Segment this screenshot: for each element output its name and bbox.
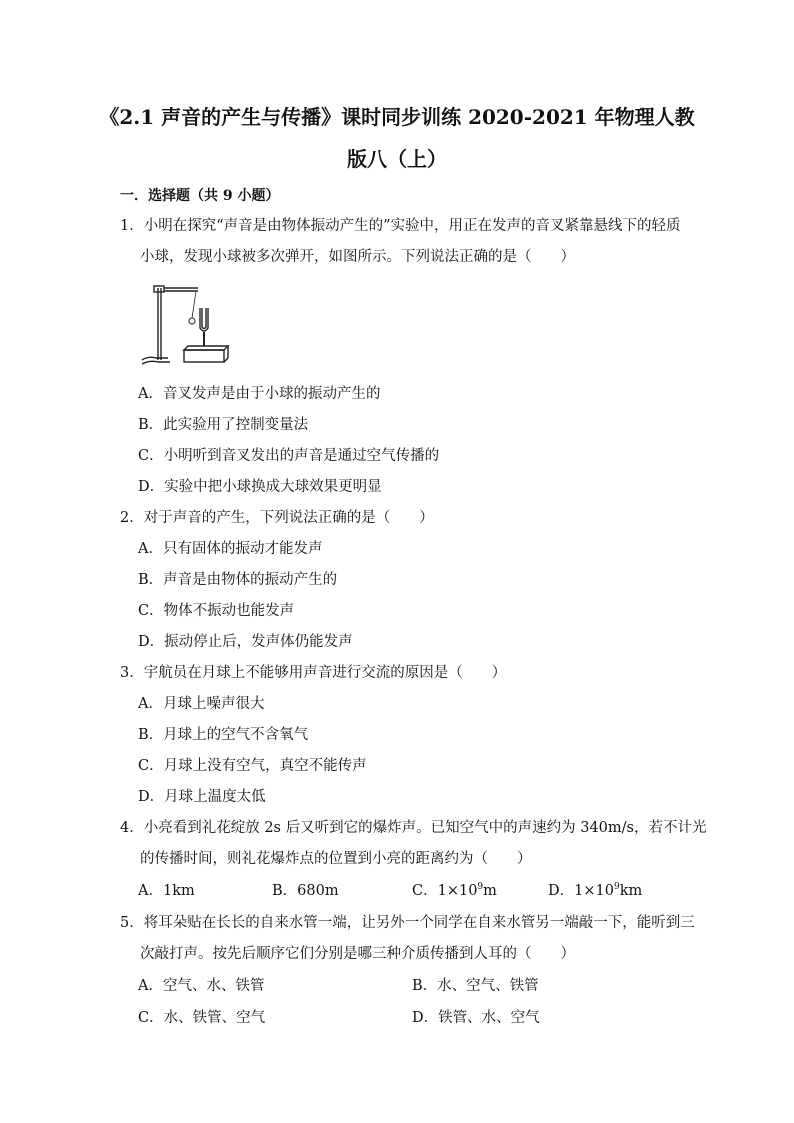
question-2-option-c: C．物体不振动也能发声 bbox=[138, 603, 295, 619]
question-3-option-b: B．月球上的空气不含氧气 bbox=[138, 727, 309, 743]
question-3-option-c: C．月球上没有空气，真空不能传声 bbox=[138, 758, 367, 774]
question-5-option-b: B．水、空气、铁管 bbox=[412, 978, 539, 994]
question-4-stem-continued: 的传播时间，则礼花爆炸点的位置到小亮的距离约为（ ） bbox=[140, 851, 532, 867]
question-5-option-c: C．水、铁管、空气 bbox=[138, 1010, 266, 1026]
question-5-option-d: D．铁管、水、空气 bbox=[412, 1010, 540, 1026]
question-3-stem: 3．宇航员在月球上不能够用声音进行交流的原因是（ ） bbox=[120, 665, 507, 681]
question-5-option-a: A．空气、水、铁管 bbox=[138, 978, 265, 994]
question-2-option-a: A．只有固体的振动才能发声 bbox=[138, 541, 323, 557]
question-1-stem-continued: 小球，发现小球被多次弹开，如图所示。下列说法正确的是（ ） bbox=[140, 249, 575, 265]
question-3-option-a: A．月球上噪声很大 bbox=[138, 696, 265, 712]
question-5-stem-continued: 次敲打声。按先后顺序它们分别是哪三种介质传播到人耳的（ ） bbox=[140, 946, 575, 962]
question-4-option-b: B．680m bbox=[272, 883, 339, 899]
question-1-option-d: D．实验中把小球换成大球效果更明显 bbox=[138, 479, 382, 495]
question-2-option-d: D．振动停止后，发声体仍能发声 bbox=[138, 634, 353, 650]
question-3-option-d: D．月球上温度太低 bbox=[138, 789, 266, 805]
question-1-option-a: A．音叉发声是由于小球的振动产生的 bbox=[138, 386, 381, 402]
page-title: 《2.1 声音的产生与传播》课时同步训练 2020-2021 年物理人教 bbox=[99, 105, 695, 129]
tuning-fork-experiment-figure bbox=[140, 280, 232, 368]
question-4-option-c: C．$1\times 10^9m$ bbox=[412, 882, 497, 899]
question-1-stem: 1．小明在探究“声音是由物体振动产生的”实验中，用正在发声的音叉紧靠悬线下的轻质 bbox=[120, 218, 681, 234]
question-5-stem: 5．将耳朵贴在长长的自来水管一端，让另外一个同学在自来水管另一端敲一下，能听到三 bbox=[120, 915, 695, 931]
question-4-option-a: A．1km bbox=[138, 883, 195, 899]
question-1-option-c: C．小明听到音叉发出的声音是通过空气传播的 bbox=[138, 448, 440, 464]
page-title-continued: 版八（上） bbox=[347, 147, 447, 171]
question-1-option-b: B．此实验用了控制变量法 bbox=[138, 417, 309, 433]
question-4-option-d: D．$1\times 10^9km$ bbox=[548, 882, 643, 899]
section-heading: 一．选择题（共 9 小题） bbox=[120, 188, 280, 204]
question-4-stem: 4．小亮看到礼花绽放 2s 后又听到它的爆炸声。已知空气中的声速约为 340m/s，若不计光 bbox=[120, 820, 707, 836]
light-ball-icon bbox=[189, 318, 195, 324]
question-2-option-b: B．声音是由物体的振动产生的 bbox=[138, 572, 338, 588]
question-2-stem: 2．对于声音的产生，下列说法正确的是（ ） bbox=[120, 510, 434, 526]
